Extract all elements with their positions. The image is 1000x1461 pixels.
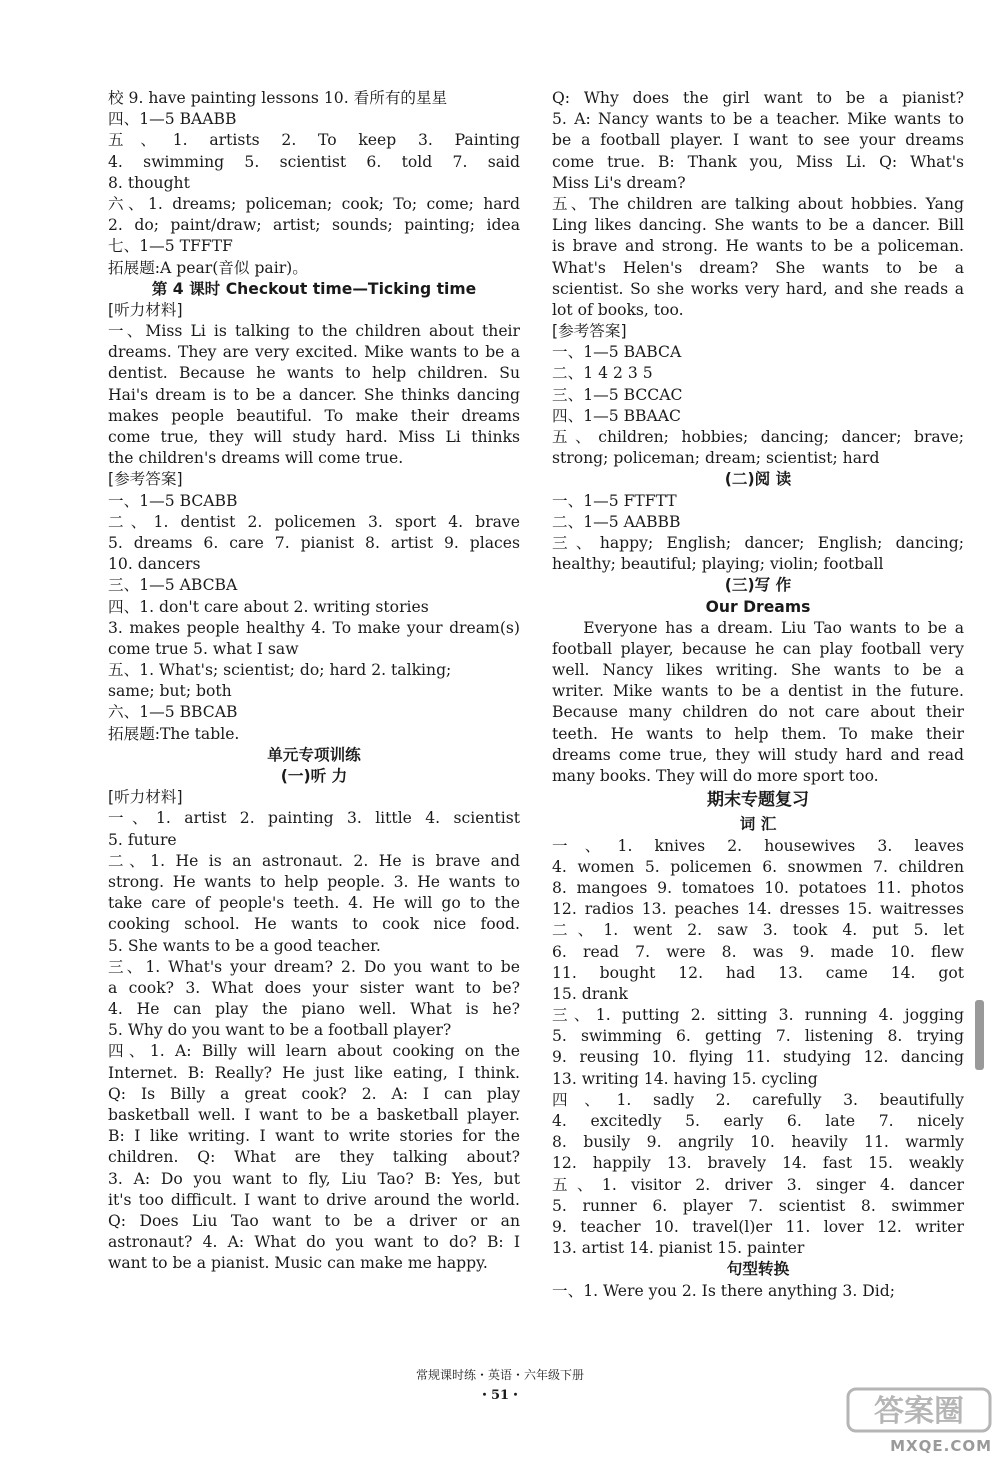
right-column-line: Q: Why does the girl want to be a pianist? — [552, 89, 964, 107]
left-column-line: a cook? 3. What does your sister want to be? — [108, 978, 520, 997]
right-column-line: 一、1. knives 2. housewives 3. leaves — [552, 836, 964, 855]
left-column-line: 拓展题:The table. — [108, 724, 240, 743]
left-column-line: 4. swimming 5. scientist 6. told 7. said — [108, 152, 520, 171]
left-column-line: 2. do; paint/draw; artist; sounds; painting; idea — [108, 216, 520, 235]
right-column-line: (二)阅 读 — [724, 470, 792, 489]
right-column-line: 词 汇 — [739, 815, 777, 834]
footer-page-number: ・51・ — [477, 1388, 523, 1403]
right-column-line: 13. artist 14. pianist 15. painter — [552, 1239, 805, 1258]
left-column-line: 3. A: Do you want to fly, Liu Tao? B: Yes, but — [108, 1169, 520, 1188]
right-column-line: 五、1. visitor 2. driver 3. singer 4. dancer — [552, 1175, 964, 1194]
left-column-line: Q: Is Billy a great cook? 2. A: I can play — [108, 1084, 520, 1103]
right-column-line: well. Nancy likes writing. She wants to be a — [552, 661, 964, 680]
right-column-line: 12. happily 13. bravely 14. fast 15. weakly — [552, 1154, 964, 1173]
right-column-line: 三、1. putting 2. sitting 3. running 4. jogging — [552, 1006, 964, 1025]
left-column-line: 5. She wants to be a good teacher. — [108, 936, 381, 955]
right-column-line: Everyone has a dream. Liu Tao wants to be a — [583, 618, 964, 637]
watermark-logo-icon — [844, 1383, 994, 1435]
right-column-line: lot of books, too. — [552, 300, 684, 319]
left-column-line: 5. Why do you want to be a football player? — [108, 1021, 452, 1040]
left-column-line: (一)听 力 — [280, 767, 348, 785]
left-column-line: same; but; both — [108, 682, 232, 701]
right-column-line: Because many children do not care about their — [552, 703, 964, 722]
right-column-line: Miss Li's dream? — [552, 173, 686, 192]
left-column-line: dentist. Because he wants to help children. Su — [108, 364, 520, 383]
watermark-text: MXQE.COM — [890, 1437, 992, 1455]
right-column-line: teeth. He wants to help them. To make their — [552, 724, 964, 743]
right-column-line: 8. mangoes 9. tomatoes 10. potatoes 11. photos — [552, 878, 964, 897]
left-column-line: 单元专项训练 — [267, 745, 361, 764]
right-column-line: 二、1 4 2 3 5 — [552, 364, 653, 383]
right-column — [552, 88, 964, 1302]
left-column-line: 四、1. A: Billy will learn about cooking on the — [108, 1042, 520, 1061]
page-edge-mark — [975, 1000, 984, 1070]
right-column-line: Our Dreams — [705, 597, 811, 616]
left-column-line: 三、1. What's your dream? 2. Do you want to be — [108, 957, 520, 976]
left-column-line: [参考答案] — [108, 470, 183, 489]
left-column-line: 3. makes people healthy 4. To make your dream(s) — [108, 618, 520, 637]
right-column-line: Ling likes dancing. She wants to be a dancer. Bill — [552, 216, 964, 235]
right-column-line: 4. excitedly 5. early 6. late 7. nicely — [552, 1112, 964, 1130]
left-column-line: come true, they will study hard. Miss Li thinks — [108, 428, 520, 446]
left-column-line: Q: Does Liu Tao want to be a driver or an — [108, 1211, 520, 1230]
left-column-line: 一、Miss Li is talking to the children about their — [108, 322, 520, 341]
left-column-line: want to be a pianist. Music can make me happy. — [108, 1254, 488, 1273]
left-column-line: [听力材料] — [108, 788, 183, 807]
right-column-line: 四、1—5 BBAAC — [552, 406, 681, 425]
left-column-line: 三、1—5 ABCBA — [108, 576, 238, 595]
left-column-line: astronaut? 4. A: What do you want to do? B: I — [108, 1233, 520, 1252]
left-column-line: children. Q: What are they talking about? — [108, 1148, 520, 1167]
left-column — [108, 88, 520, 1275]
right-column-line: 9. teacher 10. travel(l)er 11. lover 12. writer — [552, 1217, 964, 1236]
right-column-line: 一、1—5 FTFTT — [552, 491, 677, 510]
left-column-line: dreams. They are very excited. Mike wants to be a — [108, 343, 520, 362]
right-column-line: 13. writing 14. having 15. cycling — [552, 1069, 818, 1088]
left-column-line: 七、1—5 TFFTF — [108, 237, 233, 256]
right-column-line: 二、1. went 2. saw 3. took 4. put 5. let — [552, 921, 964, 940]
footer-book-title: 常规课时练・英语・六年级下册 — [415, 1368, 584, 1382]
right-column-line: 11. bought 12. had 13. came 14. got — [552, 963, 964, 982]
left-column-line: come true 5. what I saw — [108, 639, 299, 658]
right-column-line: 9. reusing 10. flying 11. studying 12. dancing — [552, 1048, 964, 1067]
right-column-line: come true. B: Thank you, Miss Li. Q: What's — [552, 152, 964, 171]
left-column-line: 二、1. dentist 2. policemen 3. sport 4. brave — [108, 512, 520, 531]
right-column-line: 三、1—5 BCCAC — [552, 385, 683, 404]
watermark-logo-text: 答案圈 — [874, 1394, 964, 1429]
left-column-line: 第 4 课时 Checkout time—Ticking time — [151, 279, 477, 298]
left-column-line: strong. He wants to help people. 3. He wants to — [108, 872, 520, 891]
left-column-line: 六、1. dreams; policeman; cook; To; come; hard — [108, 194, 520, 213]
right-column-line: many books. They will do more sport too. — [552, 767, 879, 785]
right-column-line: 15. drank — [552, 984, 628, 1003]
watermark — [838, 1383, 998, 1459]
right-column-line: 五、The children are talking about hobbies. Yang — [552, 194, 964, 213]
left-column-line: 校 9. have painting lessons 10. 看所有的星星 — [108, 89, 448, 107]
left-column-line: take care of people's teeth. 4. He will go to the — [108, 894, 520, 913]
left-column-line: makes people beautiful. To make their dreams — [108, 406, 520, 425]
right-column-line: 8. busily 9. angrily 10. heavily 11. warmly — [552, 1133, 964, 1152]
right-column-line: 三、happy; English; dancer; English; dancing; — [552, 533, 964, 552]
left-column-line: the children's dreams will come true. — [108, 449, 404, 468]
left-column-line: 六、1—5 BBCAB — [108, 703, 238, 722]
left-column-line: 四、1—5 BAABB — [108, 110, 237, 129]
right-column-line: writer. Mike wants to be a dentist in the future. — [552, 682, 964, 701]
left-column-line: 拓展题:A pear(音似 pair)。 — [108, 258, 308, 277]
left-column-line: 一、1—5 BCABB — [108, 491, 238, 510]
right-column-line: dreams come true, they will study hard and read — [552, 745, 964, 764]
left-column-line: Hai's dream is to be a dancer. She thinks dancing — [108, 385, 520, 404]
left-column-line: 4. He can play the piano well. What is he? — [108, 1000, 520, 1019]
left-column-line: Internet. B: Really? He just like eating, I think. — [108, 1063, 520, 1082]
left-column-line: 8. thought — [108, 173, 190, 192]
right-column-line: 5. swimming 6. getting 7. listening 8. trying — [552, 1027, 964, 1046]
right-column-line: 6. read 7. were 8. was 9. made 10. flew — [552, 942, 964, 961]
left-column-line: 5. future — [108, 830, 177, 849]
left-column-line: it's too difficult. I want to drive around the world. — [108, 1190, 520, 1209]
right-column-line: 5. runner 6. player 7. scientist 8. swimmer — [552, 1196, 964, 1215]
left-column-line: 二、1. He is an astronaut. 2. He is brave and — [108, 851, 520, 870]
right-column-line: What's Helen's dream? She wants to be a — [552, 258, 964, 277]
left-column-line: cooking school. He wants to cook nice food. — [108, 915, 520, 934]
right-column-line: 二、1—5 AABBB — [552, 512, 681, 531]
right-column-line: 句型转换 — [726, 1260, 790, 1279]
right-column-line: scientist. So she works very hard, and she reads a — [552, 279, 964, 298]
right-column-line: 期末专题复习 — [707, 790, 809, 811]
left-column-line: 一、1. artist 2. painting 3. little 4. scientist — [108, 809, 520, 828]
right-column-line: football player, because he can play football very — [552, 639, 964, 658]
left-column-line: basketball well. I want to be a basketball player. — [108, 1106, 520, 1124]
right-column-line: (三)写 作 — [724, 576, 792, 595]
right-column-line: 一、1—5 BABCA — [552, 343, 682, 362]
right-column-line: healthy; beautiful; playing; violin; football — [552, 555, 884, 574]
left-column-line: B: I like writing. I want to write stories for the — [108, 1127, 520, 1146]
left-column-line: 四、1. don't care about 2. writing stories — [108, 597, 429, 616]
right-column-line: 5. A: Nancy wants to be a teacher. Mike wants to — [552, 110, 964, 129]
right-column-line: 4. women 5. policemen 6. snowmen 7. children — [552, 857, 964, 876]
right-column-line: is brave and strong. He wants to be a policeman. — [552, 237, 964, 256]
right-column-line: [参考答案] — [552, 322, 627, 341]
left-column-line: 10. dancers — [108, 555, 201, 574]
right-column-line: strong; policeman; dream; scientist; hard — [552, 449, 880, 468]
right-column-line: 12. radios 13. peaches 14. dresses 15. waitresses — [552, 900, 964, 919]
right-column-line: 一、1. Were you 2. Is there anything 3. Did; — [552, 1281, 895, 1300]
right-column-line: 四、1. sadly 2. carefully 3. beautifully — [552, 1090, 964, 1109]
left-column-line: 5. dreams 6. care 7. pianist 8. artist 9. places — [108, 533, 520, 552]
left-column-line: 五、1. What's; scientist; do; hard 2. talking; — [108, 661, 452, 680]
right-column-line: 五、children; hobbies; dancing; dancer; brave; — [552, 428, 964, 446]
right-column-line: be a football player. I want to see your dreams — [552, 131, 964, 150]
left-column-line: 五、1. artists 2. To keep 3. Painting — [108, 131, 520, 150]
left-column-line: [听力材料] — [108, 300, 183, 319]
